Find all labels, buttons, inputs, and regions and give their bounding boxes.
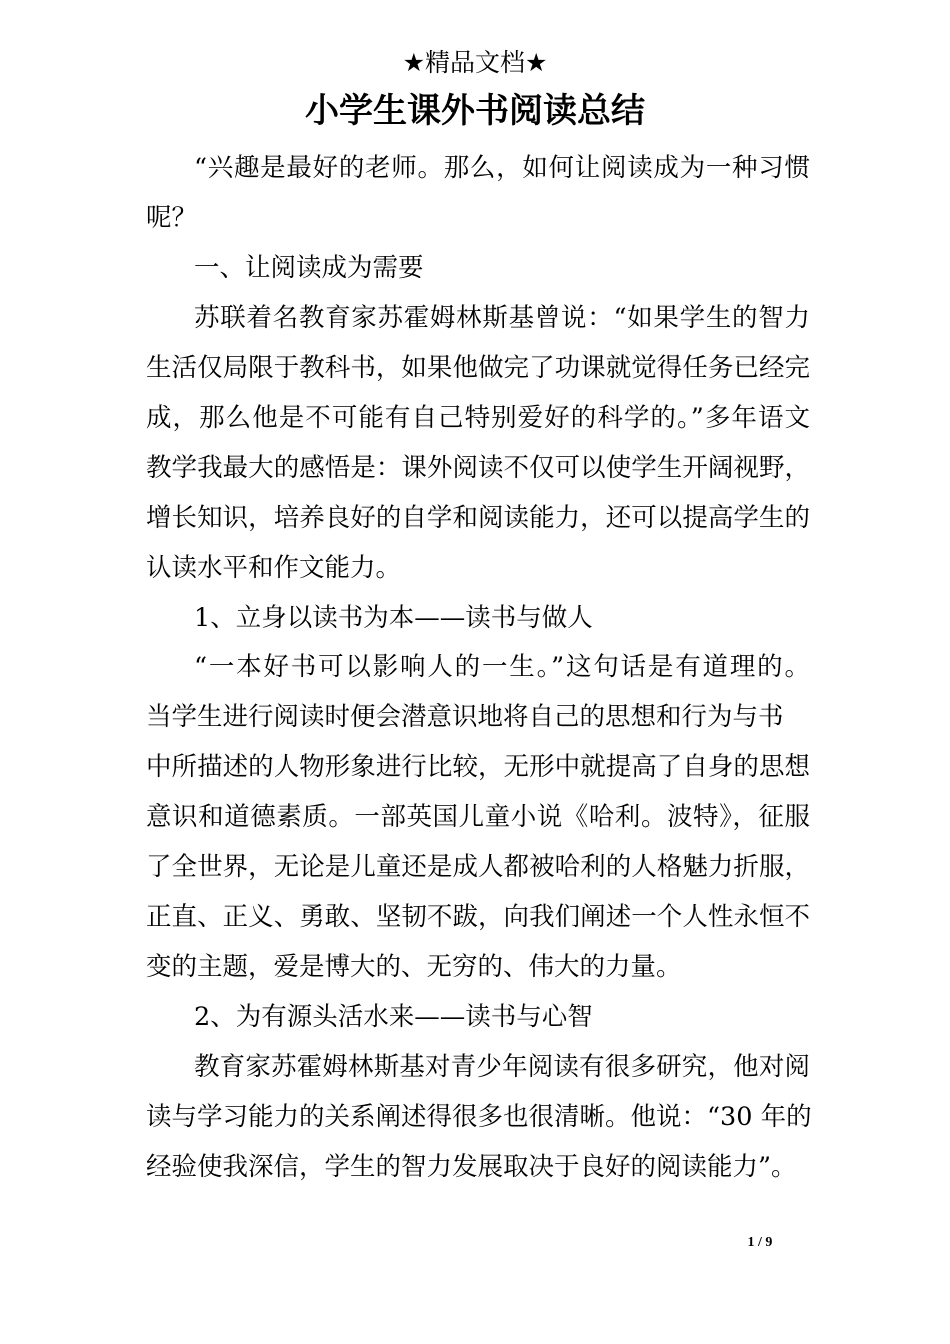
body-line: “兴趣是最好的老师。那么，如何让阅读成为一种习惯 bbox=[194, 153, 810, 183]
body-line: 了全世界，无论是儿童还是成人都被哈利的人格魅力折服， bbox=[146, 852, 810, 882]
body-line: 呢？ bbox=[146, 203, 198, 233]
body-line: 中所描述的人物形象进行比较，无形中就提高了自身的思想 bbox=[146, 752, 810, 782]
body-line: 当学生进行阅读时便会潜意识地将自己的思想和行为与书 bbox=[146, 702, 784, 732]
body-line: 读与学习能力的关系阐述得很多也很清晰。他说：“30 年的 bbox=[146, 1102, 812, 1132]
body-line: 正直、正义、勇敢、坚韧不跋，向我们阐述一个人性永恒不 bbox=[146, 902, 810, 932]
body-line: 意识和道德素质。一部英国儿童小说《哈利。波特》，征服 bbox=[146, 802, 810, 832]
body-line: 苏联着名教育家苏霍姆林斯基曾说：“如果学生的智力 bbox=[194, 303, 810, 333]
section-heading: 一、让阅读成为需要 bbox=[194, 253, 424, 283]
body-line: 变的主题，爱是博大的、无穷的、伟大的力量。 bbox=[146, 952, 682, 982]
body-line: 增长知识，培养良好的自学和阅读能力，还可以提高学生的 bbox=[146, 503, 810, 533]
page-number: 1 / 9 bbox=[747, 1235, 773, 1250]
document-header-badge: ★精品文档★ bbox=[402, 48, 548, 77]
section-heading: 2、为有源头活水来——读书与心智 bbox=[194, 1002, 593, 1032]
body-line: 生活仅局限于教科书，如果他做完了功课就觉得任务已经完 bbox=[146, 353, 810, 383]
section-heading: 1、立身以读书为本——读书与做人 bbox=[194, 603, 593, 633]
body-line: 教学我最大的感悟是：课外阅读不仅可以使学生开阔视野， bbox=[146, 453, 810, 483]
body-line: 经验使我深信，学生的智力发展取决于良好的阅读能力”。 bbox=[146, 1152, 797, 1182]
document-title: 小学生课外书阅读总结 bbox=[305, 91, 645, 131]
body-line: 认读水平和作文能力。 bbox=[146, 553, 402, 583]
body-line: “一本好书可以影响人的一生。”这句话是有道理的。 bbox=[194, 652, 810, 682]
body-line: 成，那么他是不可能有自己特别爱好的科学的。”多年语文 bbox=[146, 403, 810, 433]
body-line: 教育家苏霍姆林斯基对青少年阅读有很多研究，他对阅 bbox=[194, 1052, 810, 1082]
